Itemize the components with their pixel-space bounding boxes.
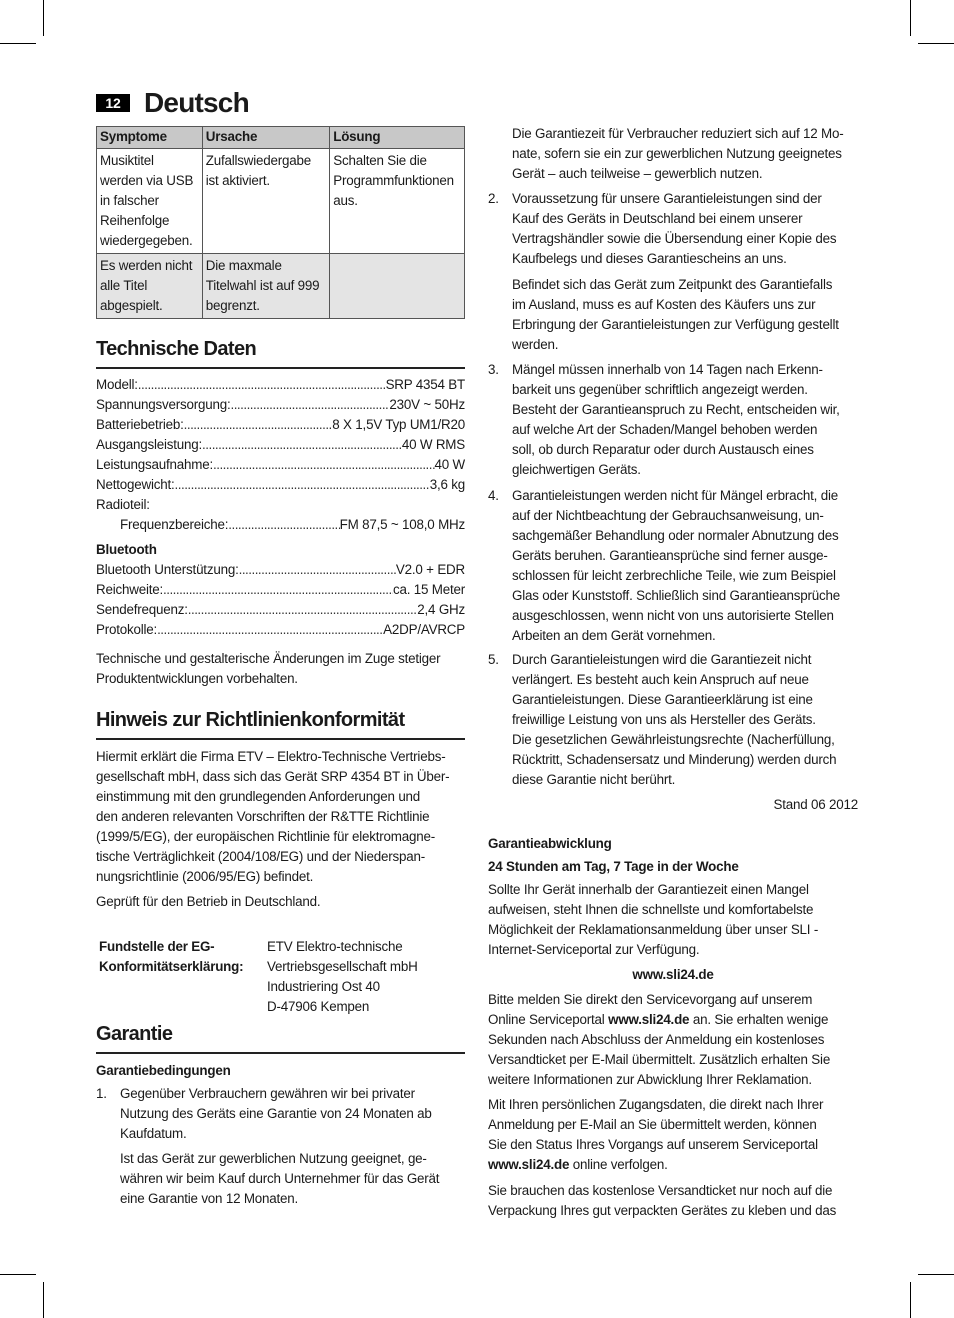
handling-text: an. Sie erhalten wenige bbox=[689, 1012, 829, 1027]
list-item-line: nate, sofern sie ein zur gewerblichen Nutzung geeignetes bbox=[512, 146, 842, 161]
handling-heading: Garantieabwicklung bbox=[488, 836, 612, 851]
spec-row bbox=[96, 435, 465, 455]
handling-line: Internet-Serviceportal zur Verfügung. bbox=[488, 942, 700, 957]
radio-label: Radioteil: bbox=[96, 497, 150, 512]
list-item-line: Besteht der Garantieanspruch zu Recht, entscheiden wir, bbox=[512, 402, 840, 417]
symptom-cell: Musiktitel werden via USB in falscher Reihenfolge wiedergegeben. bbox=[97, 149, 203, 254]
crop-mark bbox=[910, 0, 911, 36]
ref-address-line: Vertriebsgesellschaft mbH bbox=[267, 959, 418, 974]
cause-cell: Die maxmale Titelwahl ist auf 999 begrenzt. bbox=[202, 254, 329, 319]
list-item-line: freiwillige Leistung von uns als Hersteller des Geräts. bbox=[512, 712, 816, 727]
tech-note-line: Technische und gestalterische Änderungen im Zuge stetiger bbox=[96, 651, 441, 666]
crop-mark bbox=[0, 43, 36, 44]
tested-note: Geprüft für den Betrieb in Deutschland. bbox=[96, 894, 321, 909]
list-item-line: auf der Nichtbeachtung der Gebrauchsanweisung, un- bbox=[512, 508, 824, 523]
handling-subheading: 24 Stunden am Tag, 7 Tage in der Woche bbox=[488, 859, 739, 874]
conformity-line: den anderen relevanten Vorschriften der R&TTE Richtlinie bbox=[96, 809, 430, 824]
list-item-line: Durch Garantieleistungen wird die Garantiezeit nicht bbox=[512, 652, 812, 667]
page-header bbox=[96, 86, 249, 120]
list-item-line: ausgeschlossen, wenn nicht von uns autorisierte Stellen bbox=[512, 608, 834, 623]
list-item-line: auf welche Art der Schaden/Mangel behoben werden bbox=[512, 422, 818, 437]
ref-address-line: Industriering Ost 40 bbox=[267, 979, 380, 994]
crop-mark bbox=[918, 43, 954, 44]
section-heading-conformity: Hinweis zur Richtlinienkonformität bbox=[96, 708, 465, 740]
page-title: Deutsch bbox=[144, 87, 249, 118]
stand-date: Stand 06 2012 bbox=[773, 797, 858, 812]
spec-row bbox=[96, 560, 465, 580]
list-item-line: Die gesetzlichen Gewährleistungsrechte (Nacherfüllung, bbox=[512, 732, 835, 747]
list-number: 5. bbox=[488, 652, 499, 667]
list-item-line: Voraussetzung für unsere Garantieleistungen sind der bbox=[512, 191, 822, 206]
list-item-line: Die Garantiezeit für Verbraucher reduziert sich auf 12 Mo- bbox=[512, 126, 844, 141]
spec-value: 3,6 kg bbox=[429, 477, 465, 492]
section-heading-tech: Technische Daten bbox=[96, 337, 465, 369]
list-item-line: barkeit uns gegenüber schriftlich angezeigt werden. bbox=[512, 382, 808, 397]
crop-mark bbox=[910, 1282, 911, 1318]
spec-label: Leistungsaufnahme: bbox=[96, 457, 214, 472]
list-item-line: soll, ob durch Reparatur oder durch Austausch eines bbox=[512, 442, 814, 457]
handling-text: Online Serviceportal bbox=[488, 1012, 609, 1027]
list-item-line: werden. bbox=[512, 337, 559, 352]
spec-value: 8 X 1,5V Typ UM1/R20 bbox=[332, 417, 465, 432]
spec-value: SRP 4354 BT bbox=[385, 377, 465, 392]
crop-mark bbox=[43, 1282, 44, 1318]
spec-label: Ausgangsleistung: bbox=[96, 437, 203, 452]
spec-label: Modell: bbox=[96, 377, 138, 392]
symptom-cell: Es werden nicht alle Titel abgespielt. bbox=[97, 254, 203, 319]
handling-line: Anmeldung per E-Mail an Sie übermittelt werden, können bbox=[488, 1117, 817, 1132]
spec-value: FM 87,5 ~ 108,0 MHz bbox=[339, 517, 465, 532]
list-item-line: Kaufbelegs und dieses Garantiescheins an uns. bbox=[512, 251, 787, 266]
handling-line: weitere Informationen zur Abwicklung Ihrer Reklamation. bbox=[488, 1072, 812, 1087]
list-item-line: Rücktritt, Schadensersatz und Minderung) werden durch bbox=[512, 752, 837, 767]
list-item-line: eine Garantie von 12 Monaten. bbox=[120, 1191, 299, 1206]
bluetooth-heading: Bluetooth bbox=[96, 542, 157, 557]
conformity-line: (1999/5/EG), der europäischen Richtlinie für elektromagne- bbox=[96, 829, 435, 844]
ref-address-line: ETV Elektro-technische bbox=[267, 939, 403, 954]
section-heading-warranty: Garantie bbox=[96, 1022, 465, 1054]
spec-row bbox=[96, 475, 465, 495]
list-item-line: Ist das Gerät zur gewerblichen Nutzung geeignet, ge- bbox=[120, 1151, 427, 1166]
list-number: 3. bbox=[488, 362, 499, 377]
column-header: Lösung bbox=[330, 127, 465, 149]
spec-row bbox=[96, 620, 465, 640]
handling-line: Verpackung Ihres gut verpackten Gerätes zu kleben und das bbox=[488, 1203, 837, 1218]
crop-mark bbox=[43, 0, 44, 36]
service-url-link[interactable]: www.sli24.de bbox=[632, 967, 714, 982]
table-header-row bbox=[97, 127, 465, 149]
list-item-line: Garantieleistungen werden nicht für Mängel erbracht, die bbox=[512, 488, 838, 503]
handling-line: Sollte Ihr Gerät innerhalb der Garantiezeit einen Mangel bbox=[488, 882, 809, 897]
list-item-line: Kaufdatum. bbox=[120, 1126, 187, 1141]
spec-row bbox=[96, 375, 465, 395]
list-item-line: Kauf des Geräts in Deutschland bei einem unserer bbox=[512, 211, 803, 226]
spec-value: 230V ~ 50Hz bbox=[389, 397, 465, 412]
handling-line: Bitte melden Sie direkt den Servicevorgang auf unserem bbox=[488, 992, 813, 1007]
spec-label: Frequenzbereiche: bbox=[120, 517, 229, 532]
table-row bbox=[97, 149, 465, 254]
list-item-line: Arbeiten an dem Gerät vornehmen. bbox=[512, 628, 716, 643]
spec-value: 40 W RMS bbox=[401, 437, 465, 452]
crop-mark bbox=[918, 1274, 954, 1275]
list-item-line: gleichwertigen Geräts. bbox=[512, 462, 641, 477]
spec-label: Protokolle: bbox=[96, 622, 158, 637]
solution-cell: Schalten Sie die Programmfunktionen aus. bbox=[330, 149, 465, 254]
table-row bbox=[97, 254, 465, 319]
spec-value: 40 W bbox=[434, 457, 465, 472]
spec-label: Bluetooth Unterstützung: bbox=[96, 562, 239, 577]
ref-label: Fundstelle der EG- bbox=[99, 939, 215, 954]
spec-row bbox=[96, 415, 465, 435]
column-header: Symptome bbox=[97, 127, 203, 149]
warranty-subheading: Garantiebedingungen bbox=[96, 1063, 231, 1078]
conformity-line: nungsrichtlinie (2006/95/EG) befindet. bbox=[96, 869, 314, 884]
list-number: 1. bbox=[96, 1086, 107, 1101]
list-item-line: Mängel müssen innerhalb von 14 Tagen nach Erkenn- bbox=[512, 362, 823, 377]
list-item-line: Erbringung der Garantieleistungen zur Verfügung gestellt bbox=[512, 317, 839, 332]
column-header: Ursache bbox=[202, 127, 329, 149]
spec-value: ca. 15 Meter bbox=[392, 582, 465, 597]
list-item-line: Nutzung des Geräts eine Garantie von 24 Monaten ab bbox=[120, 1106, 432, 1121]
tech-note-line: Produktentwicklungen vorbehalten. bbox=[96, 671, 298, 686]
spec-label: Spannungsversorgung: bbox=[96, 397, 231, 412]
list-item-line: währen wir beim Kauf durch Unternehmer für das Gerät bbox=[120, 1171, 440, 1186]
list-number: 2. bbox=[488, 191, 499, 206]
spec-row bbox=[96, 580, 465, 600]
handling-line: Sekunden nach Abschluss der Anmeldung ein kostenloses bbox=[488, 1032, 825, 1047]
handling-text: online verfolgen. bbox=[569, 1157, 668, 1172]
conformity-line: Hiermit erklärt die Firma ETV – Elektro-Technische Vertriebs- bbox=[96, 749, 446, 764]
conformity-line: tische Verträglichkeit (2004/108/EG) und der Niederspan- bbox=[96, 849, 425, 864]
service-url-link[interactable]: www.sli24.de bbox=[488, 1157, 570, 1172]
list-item-line: schlossen für leicht zerbrechliche Teile, wie zum Beispiel bbox=[512, 568, 836, 583]
list-item-line: Vertragshändler sowie die Übersendung einer Kopie des bbox=[512, 231, 837, 246]
list-item-line: im Ausland, muss es auf Kosten des Käufers uns zur bbox=[512, 297, 816, 312]
spec-row bbox=[96, 395, 465, 415]
list-item-line: diese Garantie nicht berührt. bbox=[512, 772, 676, 787]
solution-cell bbox=[330, 254, 465, 319]
handling-line bbox=[488, 1155, 668, 1175]
list-number: 4. bbox=[488, 488, 499, 503]
handling-line: aufweisen, steht Ihnen die schnellste und komfortabelste bbox=[488, 902, 814, 917]
list-item-line: Geräts beruhen. Garantieansprüche sind ferner ausge- bbox=[512, 548, 828, 563]
handling-line bbox=[488, 1010, 828, 1030]
list-item-line: Glas oder Kunststoff. Schließlich sind Garantieansprüche bbox=[512, 588, 840, 603]
page-number: 12 bbox=[96, 94, 130, 112]
spec-label: Reichweite: bbox=[96, 582, 164, 597]
spec-label: Sendefrequenz: bbox=[96, 602, 188, 617]
spec-value: 2,4 GHz bbox=[417, 602, 465, 617]
ref-address-line: D-47906 Kempen bbox=[267, 999, 370, 1014]
handling-line: Mit Ihren persönlichen Zugangsdaten, die direkt nach Ihrer bbox=[488, 1097, 824, 1112]
ref-label: Konformitätserklärung: bbox=[99, 959, 244, 974]
handling-line: Sie den Status Ihres Vorgangs auf unserem Serviceportal bbox=[488, 1137, 818, 1152]
handling-line: Versandticket per E-Mail übermittelt. Zusätzlich erhalten Sie bbox=[488, 1052, 831, 1067]
handling-line: Möglichkeit der Reklamationsanmeldung über unser SLI - bbox=[488, 922, 819, 937]
list-item-line: Garantieleistungen. Diese Garantieerklärung ist eine bbox=[512, 692, 813, 707]
conformity-line: gesellschaft mbH, dass sich das Gerät SRP 4354 BT in Über- bbox=[96, 769, 450, 784]
service-url-link[interactable]: www.sli24.de bbox=[608, 1012, 690, 1027]
spec-row bbox=[96, 455, 465, 475]
spec-row bbox=[120, 515, 465, 535]
list-item-line: sachgemäßer Behandlung oder normaler Abnutzung des bbox=[512, 528, 839, 543]
list-item-line: Gegenüber Verbrauchern gewähren wir bei privater bbox=[120, 1086, 415, 1101]
spec-row bbox=[96, 600, 465, 620]
cause-cell: Zufallswiedergabe ist aktiviert. bbox=[202, 149, 329, 254]
handling-line: Sie brauchen das kostenlose Versandticket nur noch auf die bbox=[488, 1183, 833, 1198]
spec-value: V2.0 + EDR bbox=[395, 562, 465, 577]
conformity-line: einstimmung mit den grundlegenden Anforderungen und bbox=[96, 789, 421, 804]
list-item-line: verlängert. Es besteht auch kein Anspruch auf neue bbox=[512, 672, 809, 687]
spec-value: A2DP/AVRCP bbox=[383, 622, 465, 637]
troubleshooting-table bbox=[96, 126, 465, 319]
spec-label: Batteriebetrieb: bbox=[96, 417, 184, 432]
list-item-line: Gerät – auch teilweise – gewerblich nutzen. bbox=[512, 166, 763, 181]
spec-label: Nettogewicht: bbox=[96, 477, 175, 492]
crop-mark bbox=[0, 1274, 36, 1275]
list-item-line: Befindet sich das Gerät zum Zeitpunkt des Garantiefalls bbox=[512, 277, 833, 292]
